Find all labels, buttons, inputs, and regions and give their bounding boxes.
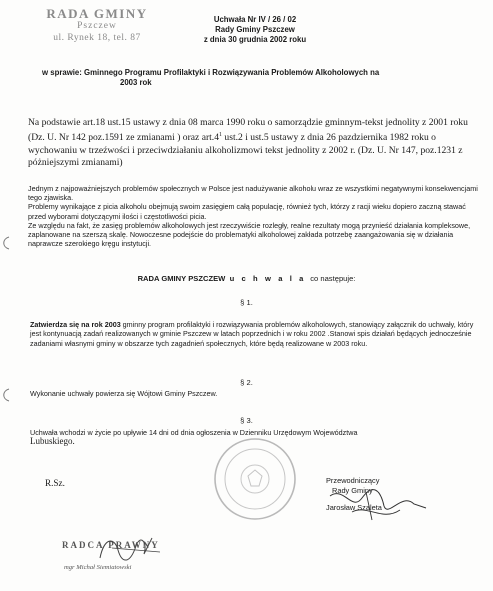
legal-advisor-name: mgr Michał Siemiatowski xyxy=(64,564,132,571)
section-3-body: Uchwała wchodzi w życie po upływie 14 dni od dnia ogłoszenia w Dzienniku Urzędowym Województwa xyxy=(30,428,358,437)
resolves-council: RADA GMINY PSZCZEW xyxy=(137,274,226,283)
resolution-header xyxy=(180,15,330,45)
legal-advisor-title: RADCA PRAWNY xyxy=(62,540,160,550)
section-mark-1: § 1. xyxy=(240,298,253,307)
subject-line-2: 2003 rok xyxy=(120,78,152,87)
legal-basis xyxy=(28,117,476,170)
chair-body: Rady Gminy xyxy=(332,485,373,495)
legal-basis-part-2: ust.2 i ust.5 ustawy z dnia 26 pazdziernika 1982 roku o wychowaniu w trzeźwości i przeciwdziałaniu alkoholizmowi tekst jednolity z 2002 r. (Dz. U. Nr 147, poz.1231 z póżniejszymi zmianami) xyxy=(28,132,463,169)
legal-advisor-signature xyxy=(90,528,180,568)
resolution-body: Rady Gminy Pszczew xyxy=(215,25,295,34)
section-2-text: Wykonanie uchwały powierza się Wójtowi Gminy Pszczew. xyxy=(30,389,218,398)
section-3-body-cont: Lubuskiego. xyxy=(30,436,75,447)
council-stamp xyxy=(22,6,172,44)
section-mark-3: § 3. xyxy=(240,416,253,425)
resolves-rest: co następuje: xyxy=(310,274,356,283)
resolution-number: Uchwała Nr IV / 26 / 02 xyxy=(213,15,297,24)
section-1-text xyxy=(30,320,478,348)
handwritten-signature xyxy=(322,482,432,528)
resolves-line xyxy=(0,274,493,284)
intro-paragraph: Jednym z najpoważniejszych problemów społecznych w Polsce jest nadużywanie alkoholu wraz ze wszystkimi negatywnymi konsekwencjami tego zjawiska. xyxy=(28,184,478,203)
section-1-body: gminny program profilaktyki i rozwiązywania problemów alkoholowych, stanowiący załącznik do uchwały, który jest kontynuacją zadań realizowanych w gminie Pszczew w latach poprzednich i w roku 2002 .Stanowi spis działań będących jednocześnie zadaniami własnymi gminy w obszarze tych zagadnień społecznych, które będą realizowane w 2003 roku. xyxy=(30,320,474,348)
stamp-line-2: Pszczew xyxy=(77,21,117,31)
intro-paragraph: Problemy wynikające z picia alkoholu obejmują swoim zasięgiem całą populację, również tych, którzy z racji wieku dopiero zaczną stawać przed wyborami dotyczącymi ilości i częstotliwości picia. xyxy=(28,202,466,221)
resolution-subject xyxy=(42,68,462,88)
section-1-bold: Zatwierdza się na rok 2003 xyxy=(30,320,121,329)
intro-text xyxy=(28,184,478,248)
round-seal-stamp xyxy=(212,436,298,522)
resolution-date: z dnia 30 grudnia 2002 roku xyxy=(203,35,307,44)
initials-rsz: R.Sz. xyxy=(45,478,65,488)
subject-line-1: w sprawie: Gminnego Programu Profilaktyki i Rozwiązywania Problemów Alkoholowych na xyxy=(42,68,380,77)
resolves-verb: u c h w a l a xyxy=(229,274,306,283)
hole-punch-mark xyxy=(0,388,10,402)
section-mark-2: § 2. xyxy=(240,378,253,387)
intro-paragraph: Ze względu na fakt, że zasięg problemów alkoholowych jest rzeczywiście rozległy, realne rezultaty mogą przynieść działania kompleksowe, zaplanowane na szerszą skalę. Nowoczesne podejście do problematyki alkoholowej zakłada potrzebę zaangażowania się w działania naprawcze szerokiego kręgu instytucji. xyxy=(28,220,471,249)
hole-punch-mark xyxy=(0,236,10,250)
legal-basis-superscript: 1 xyxy=(219,132,223,139)
stamp-line-1: RADA GMINY xyxy=(46,6,148,21)
legal-basis-part-1: Na podstawie art.18 ust.15 ustawy z dnia 08 marca 1990 roku o samorządzie gminnym-tekst jednolity z 2001 roku (Dz. U. Nr 142 poz.1591 ze zmianami ) oraz art.4 xyxy=(28,117,468,144)
chair-name: Jarosław Szaleta xyxy=(326,503,382,513)
chair-role: Przewodniczący xyxy=(326,476,380,485)
stamp-line-3: ul. Rynek 18, tel. 87 xyxy=(53,33,141,43)
